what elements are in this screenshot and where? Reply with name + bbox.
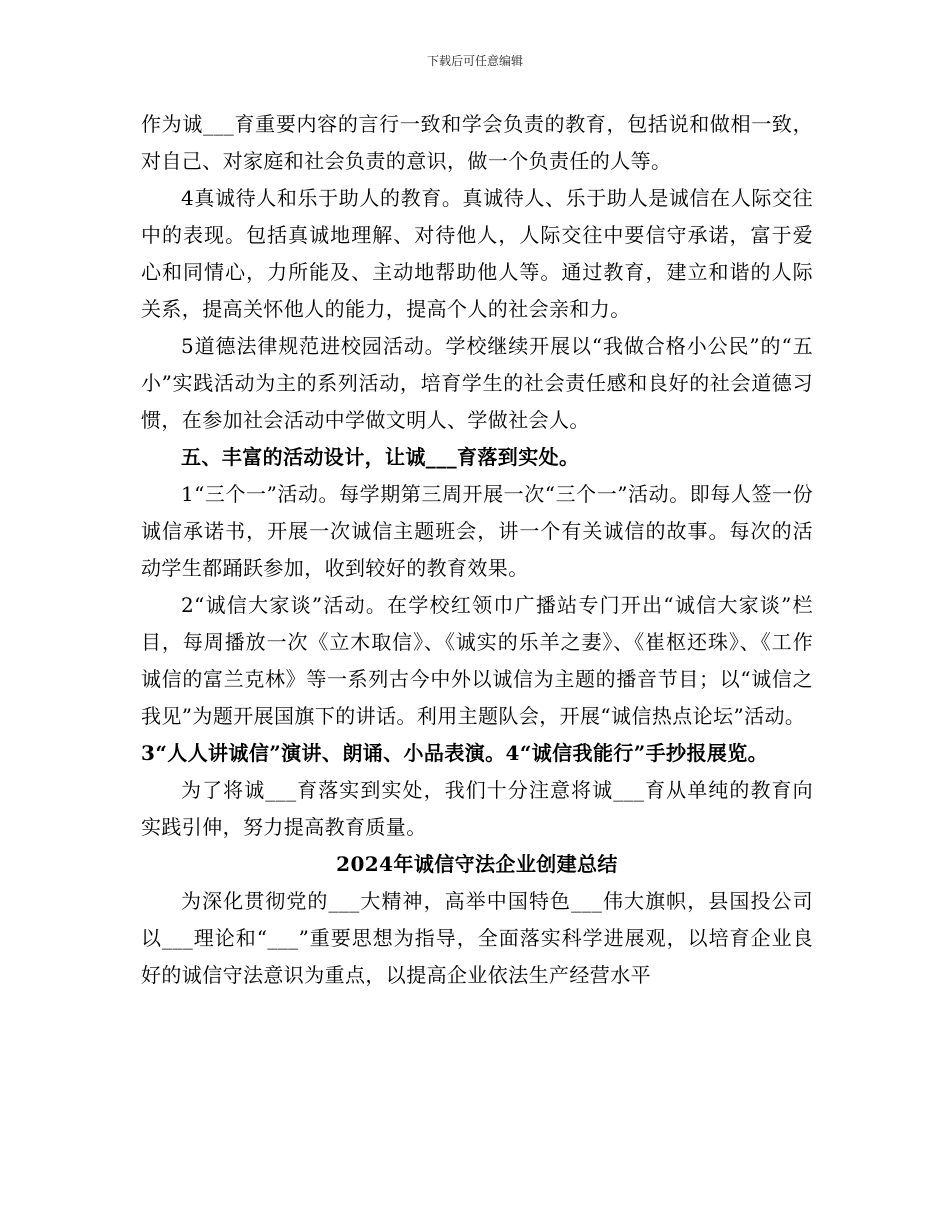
paragraph-continuation: 作为诚___育重要内容的言行一致和学会负责的教育，包括说和做相一致，对自己、对家庭和社会负责的意识，做一个负责任的人等。 (141, 112, 813, 173)
paragraph-honesty-talk: 2“诚信大家谈”活动。在学校红领巾广播站专门开出“诚信大家谈”栏目，每周播放一次《立木取信》、《诚实的乐羊之妻》、《崔枢还珠》、《工作诚信的富兰克林》等一系列古今中外以诚信为主题的播音节目；以“诚信之我见”为题开展国旗下的讲话。利用主题队会，开展“诚信热点论坛”活动。 (141, 593, 813, 728)
paragraph-intro: 为深化贯彻党的___大精神，高举中国特色___伟大旗帜，县国投公司以___理论和“___”重要思想为指导，全面落实科学进展观，以培育企业良好的诚信守法意识为重点，以提高企业依法生产经营水平 (141, 889, 813, 987)
paragraph-law-campus: 5道德法律规范进校园活动。学校继续开展以“我做合格小公民”的“五小”实践活动为主的系列活动，培育学生的社会责任感和良好的社会道德习惯，在参加社会活动中学做文明人、学做社会人。 (141, 334, 813, 432)
paragraph-three-ones: 1“三个一”活动。每学期第三周开展一次“三个一”活动。即每人签一份诚信承诺书，开展一次诚信主题班会，讲一个有关诚信的故事。每次的活动学生都踊跃参加，收到较好的教育效果。 (141, 482, 813, 580)
section-heading-activities: 五、丰富的活动设计，让诚___育落到实处。 (181, 445, 580, 469)
paragraph-honesty-education: 4真诚待人和乐于助人的教育。真诚待人、乐于助人是诚信在人际交往中的表现。包括真诚地理解、对待他人，人际交往中要信守承诺，富于爱心和同情心，力所能及、主动地帮助他人等。通过教育，建立和谐的人际关系，提高关怀他人的能力，提高个人的社会亲和力。 (141, 186, 813, 321)
document-body (141, 106, 813, 994)
document-title: 2024年诚信守法企业创建总结 (336, 852, 618, 876)
paragraph-practice: 为了将诚___育落实到实处，我们十分注意将诚___育从单纯的教育向实践引伸，努力提高教育质量。 (141, 778, 813, 839)
page-header: 下载后可任意编辑 (426, 54, 523, 68)
paragraph-speech-exhibition: 3“人人讲诚信”演讲、朗诵、小品表演。4“诚信我能行”手抄报展览。 (141, 741, 769, 765)
